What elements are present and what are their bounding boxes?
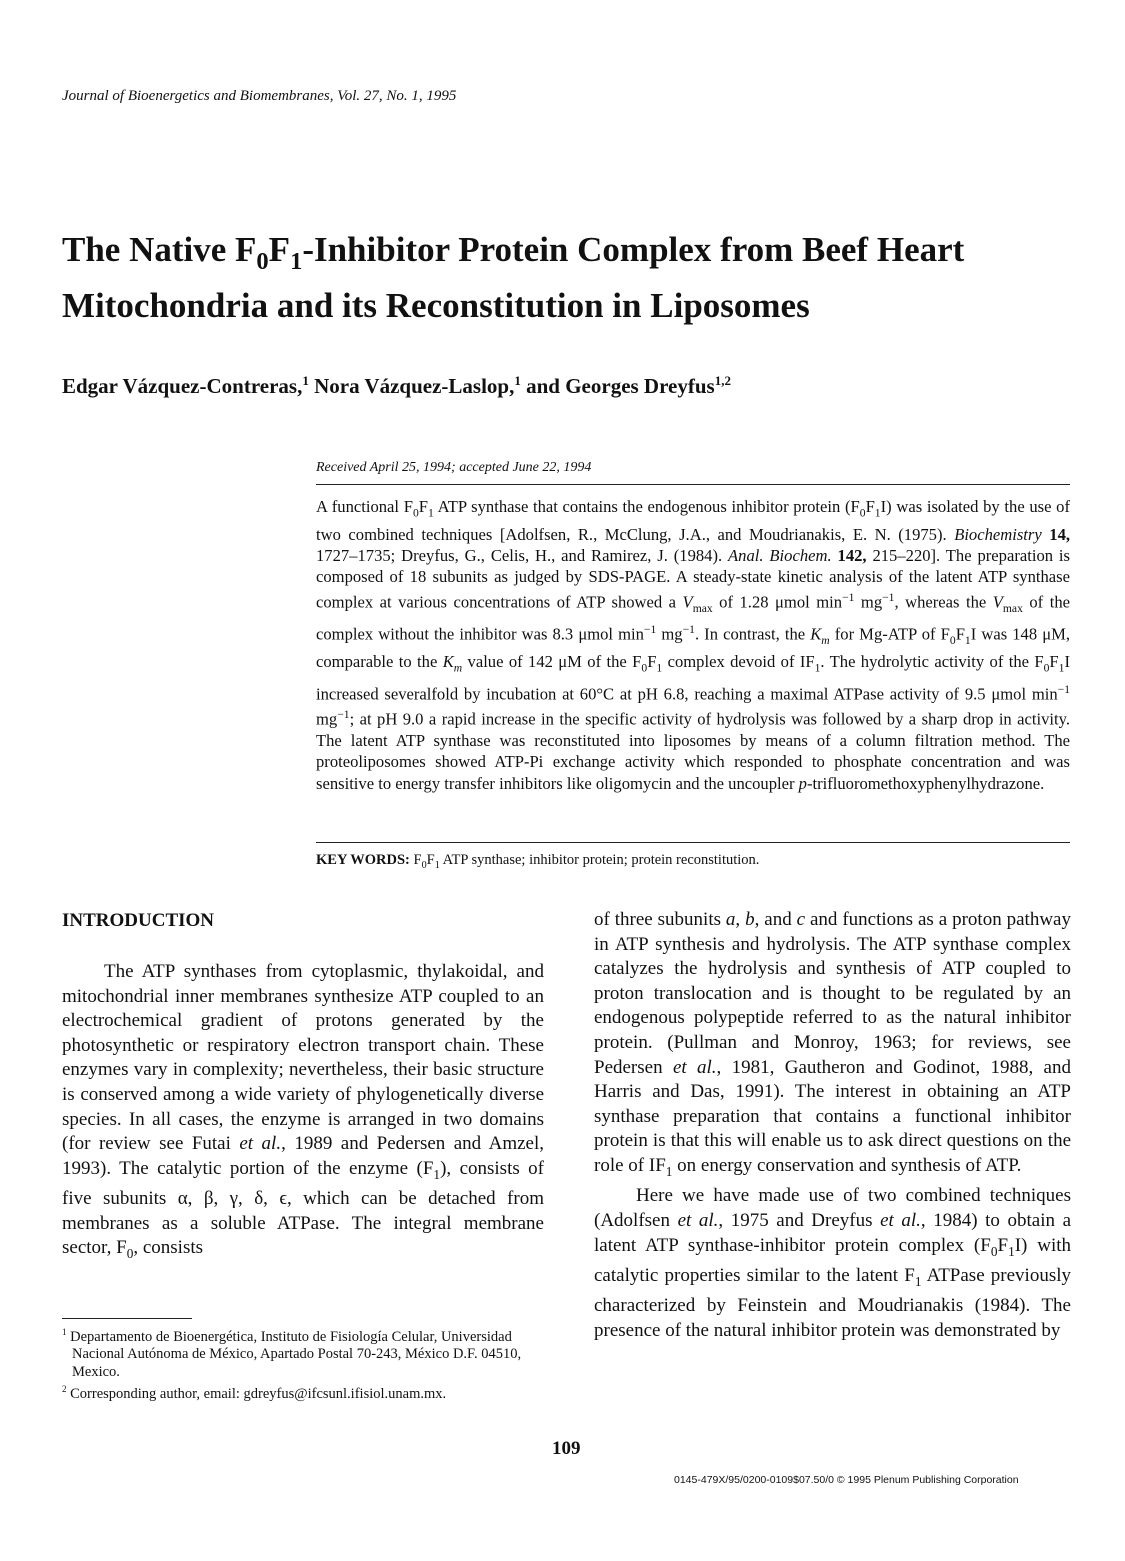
abstract-top-rule: [316, 484, 1070, 485]
author-1: Edgar Vázquez-Contreras,: [62, 374, 303, 398]
body-column-right: [594, 908, 1071, 1343]
body-column-left: [62, 960, 544, 1267]
footnote-1: $^1$ Departamento de Bioenergética, Instituto de Fisiología Celular, Universidad Nacional Autónoma de México, Apartado Postal 70-243, México D.F. 04510, Mexico.: [62, 1327, 522, 1380]
copyright-line: 0145-479X/95/0200-0109$07.50/0 © 1995 Plenum Publishing Corporation: [674, 1474, 1019, 1486]
abstract-bottom-rule: [316, 842, 1070, 843]
paragraph: Here we have made use of two combined techniques (Adolfsen et al., 1975 and Dreyfus et al., 1984) to obtain a latent ATP synthase-inhibitor protein complex $(F_0F_1I)$ with catalytic properties similar to the latent $F_1$ ATPase previously characterized by Feinstein and Moudrianakis (1984). The presence of the natural inhibitor protein was demonstrated by: [594, 1185, 1072, 1341]
section-heading-introduction: INTRODUCTION: [62, 910, 215, 931]
paragraph: of three subunits a, b, and c and functions as a proton pathway in ATP synthesis and hydrolysis. The ATP synthase complex catalyzes the hydrolysis and synthesis of ATP coupled to proton translocation and is thought to be regulated by an endogenous polypeptide referred to as the natural inhibitor protein. (Pullman and Monroy, 1963; for reviews, see Pedersen et al., 1981, Gautheron and Godinot, 1988, and Harris and Das, 1991). The interest in obtaining an ATP synthase preparation that contains a functional inhibitor protein is that this will enable us to ask direct questions on the role of $IF_1$ on energy conservation and synthesis of ATP.: [594, 909, 1071, 1179]
title-line-2: Mitochondria and its Reconstitution in Liposomes: [62, 286, 810, 325]
abstract: A functional $F_0F_1$ ATP synthase that contains the endogenous inhibitor protein $(F_0F_1I)$ was isolated by the use of two combined techniques [Adolfsen, R., McClung, J.A., and Moudrianakis, E. N. (1975). Biochemistry 14, 1727–1735; Dreyfus, G., Celis, H., and Ramirez, J. (1984). Anal. Biochem. 142, 215–220]. The preparation is composed of 18 subunits as judged by SDS-PAGE. A steady-state kinetic analysis of the latent ATP synthase complex at various concentrations of ATP showed a $V_{max}$ of 1.28 μmol $\min^{-1} mg^{-1}$, whereas the $V_{max}$ of the complex without the inhibitor was 8.3 μmol $\min^{-1} mg^{-1}$. In contrast, the $K_m$ for Mg-ATP of $F_0F_1I$ was 148 μM, comparable to the $K_m$ value of 142 μM of the $F_0F_1$ complex devoid of $IF_1$. The hydrolytic activity of the $F_0F_1I$ increased severalfold by incubation at 60°C at pH 6.8, reaching a maximal ATPase activity of 9.5 μmol $\min^{-1} mg^{-1}$; at pH 9.0 a rapid increase in the specific activity of hydrolysis was followed by a sharp drop in activity. The latent ATP synthase was reconstituted into liposomes by means of a column filtration method. The proteoliposomes showed ATP-Pi exchange activity which responded to phosphate concentration and was sensitive to energy transfer inhibitors like oligomycin and the uncoupler p-trifluoromethoxyphenylhydrazone.: [316, 497, 1071, 793]
footnote-rule: [62, 1318, 192, 1319]
paragraph: The ATP synthases from cytoplasmic, thylakoidal, and mitochondrial inner membranes synthesize ATP coupled to an electrochemical gradient of protons generated by the photosynthetic or respiratory electron transport chain. These enzymes vary in complexity; nevertheless, their basic structure is conserved among a wide variety of phylogenetically diverse species. In all cases, the enzyme is arranged in two domains (for review see Futai et al., 1989 and Pedersen and Amzel, 1993). The catalytic portion of the enzyme $(F_1)$, consists of five subunits α, β, γ, δ, ϵ, which can be detached from membranes as a soluble ATPase. The integral membrane sector, $F_0$, consists: [62, 961, 544, 1262]
author-2: Nora Vázquez-Laslop,: [314, 374, 515, 398]
paper-title: [62, 228, 1062, 328]
author-3: and Georges Dreyfus: [526, 374, 715, 398]
footnote-2: $^2$ Corresponding author, email: gdreyfus@ifcsunl.ifisiol.unam.mx.: [62, 1384, 447, 1403]
journal-citation: Journal of Bioenergetics and Biomembranes, Vol. 27, No. 1, 1995: [62, 88, 457, 104]
footnotes: [62, 1324, 544, 1404]
title-line-1: The Native $F_0F_1$-Inhibitor Protein Complex from Beef Heart: [62, 230, 965, 275]
author-list: Edgar Vázquez-Contreras,$^1$ Nora Vázquez-Laslop,$^1$ and Georges Dreyfus$^{1,2}$: [62, 373, 731, 398]
page-number: 109: [552, 1438, 581, 1459]
received-dates: Received April 25, 1994; accepted June 22, 1994: [316, 460, 592, 475]
key-words: KEY WORDS: $F_0F_1$ ATP synthase; inhibitor protein; protein reconstitution.: [316, 852, 760, 871]
